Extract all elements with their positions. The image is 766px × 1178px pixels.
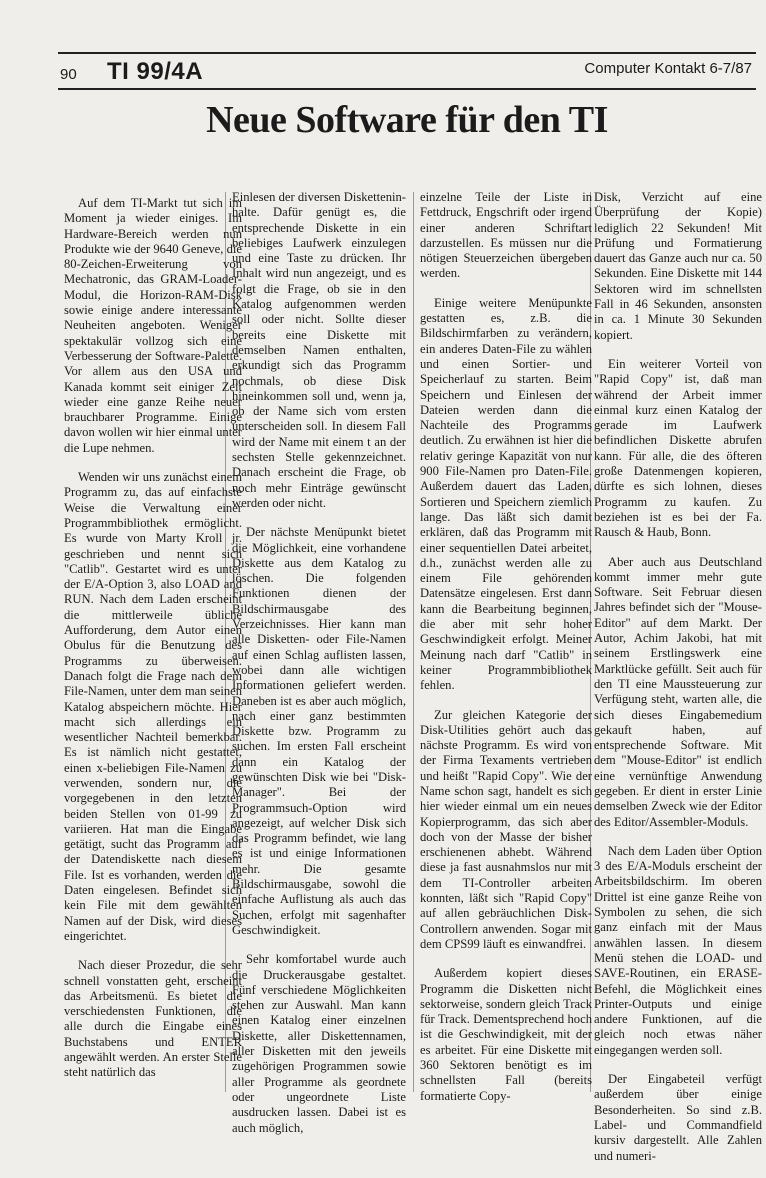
column-divider [413,192,414,1092]
page-number: 90 [60,66,77,83]
paragraph: Wenden wir uns zunächst einem Programm zu, das auf einfachste Weise die Verwaltung einer Programmbibliothek ermöglicht. Es wurde von Marty Kroll jr. geschrieben und nennt sich "Catlib". Gestartet wird es unter der E/A-Option 3, also LOAD and RUN. Nach dem Laden erscheint die mittlerweile übliche Aufforderung, dem Autor einen Obulus für die Benutzung des Programms zu überweisen. Danach folgt die Frage nach dem File-Namen, unter dem man seinen Katalog abspeichern möchte. Hier macht sich allerdings ein wesentlicher Nachteil bemerkbar. Es ist nämlich nicht gestattet, einen x-beliebigen File-Namen zu verwenden, sondern nur, die vorgegebenen in den letzten beiden Stellen von 01-99 zu variieren. Hat man die Eingabe getätigt, sucht das Programm auf der Datendiskette nach diesem File. Ist es vorhanden, werden die Daten eingelesen. Befindet sich kein File mit dem gewählten Namen auf der Disk, wird dieses eingerichtet. [64,470,242,943]
paragraph: Nach dem Laden über Option 3 des E/A-Moduls erscheint der Arbeitsbildschirm. Im oberen Drittel ist eine ganze Reihe von Symbolen zu sehen, die sich ganz einfach mit der Maus anwählen lassen. In diesem Menü stehen die LOAD- und SAVE-Routinen, ein ERASE-Befehl, die Möglichkeit eines Printer-Outputs und einige andere Funktionen, auf die gleich noch etwas näher eingegangen werden soll. [594,843,762,1057]
paragraph: Ein weiterer Vorteil von "Rapid Copy" ist, daß man während der Arbeit immer einmal kurz einen Katalog der gerade im Laufwerk befindlichen Diskette abrufen kann. Für alle, die des öfteren große Datenmengen kopieren, dürfte es sich lohnen, dieses Programm zu kaufen. Zu beziehen ist es bei der Fa. Rausch & Haub, Bonn. [594,356,762,540]
journal-issue: Computer Kontakt 6-7/87 [584,60,752,77]
paragraph: Einlesen der diversen Disketteninhalte. Dafür genügt es, die entsprechende Diskette in ein beliebiges Laufwerk einzulegen und eine Taste zu drücken. Ihr Inhalt wird nun angezeigt, und es folgt die Frage, ob sie in den Katalog aufgenommen werden soll oder nicht. Sollte dieser bereits eine Diskette mit demselben Namen enthalten, erkundigt sich das Programm nochmals, ob diese Disk hineinkommen soll und, wenn ja, ob der Name sich vom ersten unterscheiden soll. In diesem Fall wird der Name mit einem t an der sechsten Stelle gekennzeichnet. Danach erscheint die Frage, ob noch mehr Einträge gewünscht werden oder nicht. [232,190,406,510]
paragraph: Auf dem TI-Markt tut sich im Moment ja wieder einiges. Im Hardware-Bereich werden nun Produkte wie der 9640 Geneve, die 80-Zeichen-Erweiterung von Mechatronic, das GRAM-Loader-Modul, die Horizon-RAM-Disk sowie einige andere interessante Neuheiten angeboten. Weniger spektakulär vollzog sich eine Verbesserung der Software-Palette. Vor allem aus den USA und Kanada kommt seit einiger Zeit wieder eine ganze Reihe neuer brauchbarer Programme. Einige davon wollen wir hier einmal unter die Lupe nehmen. [64,196,242,455]
paragraph: Einige weitere Menüpunkte gestatten es, z.B. die Bildschirmfarben zu verändern, ein anderes Daten-File zu wählen und einen Sortier- und Speicherlauf zu starten. Beim Speichern und Einlesen der Dateien werden dann die Nachteile des Programms deutlich. Zu erwähnen ist hier die relativ geringe Kapazität von nur 900 File-Namen pro Daten-File. Außerdem dauert das Laden, Sortieren und Speichern ziemlich lange. Das läßt sich damit erklären, daß das Programm mit einer sequentiellen Datei arbeitet, d.h., zunächst werden alle zu einem File gehörenden Datensätze eingelesen. Erst dann kann die Bearbeitung beginnen, die aber mit sehr hoher Geschwindigkeit erfolgt. Meiner Meinung nach darf "Catlib" in keiner Programmbibliothek fehlen. [420,295,592,693]
paragraph: Aber auch aus Deutschland kommt immer mehr gute Software. Seit Februar diesen Jahres befindet sich der "Mouse-Editor" auf dem Markt. Der Autor, Achim Jakobi, hat mit seinem Erstlingswerk eine Marktlücke gefüllt. Seit auch für den TI eine Maussteuerung zur Verfügung steht, warten alle, die sich dieses Eingabemedium gekauft haben, auf entsprechende Software. Mit dem "Mouse-Editor" ist endlich eine vernünftige Anwendung gegeben. Er dient in erster Linie demselben Zweck wie der Editor des Editor/Assembler-Moduls. [594,554,762,829]
paragraph: Zur gleichen Kategorie der Disk-Utilities gehört auch das nächste Programm. Es wird von der Firma Texaments vertrieben und heißt "Rapid Copy". Wie der Name schon sagt, handelt es sich hier wieder einmal um ein neues Kopierprogramm, das sich aber doch von der Masse der bisher erschienenen abhebt. Während diese ja fast ausnahmslos nur mit dem TI-Controller arbeiten konnten, läßt sich "Rapid Copy" auf allen gebräuchlichen Disk-Controllern anwenden. Sogar mit dem CPS99 läuft es einwandfrei. [420,707,592,951]
article-column-2 [232,190,406,1150]
paragraph: Sehr komfortabel wurde auch die Druckerausgabe gestaltet. Fünf verschiedene Möglichkeiten stehen zur Auswahl. Man kann einen Katalog einer einzelnen Diskette, aller Diskettennamen, aller Disketten mit den jeweils zugehörigen Programmen sowie aller Programme als geordnete oder ungeordnete Liste ausdrucken lassen. Dabei ist es auch möglich, [232,952,406,1135]
article-column-4 [594,190,762,1178]
paragraph: Der Eingabeteil verfügt außerdem über einige Besonderheiten. So sind z.B. Label- und Commandfield kursiv dargestellt. Alle Zahlen und numeri- [594,1072,762,1163]
article-column-3 [420,190,592,1118]
section-title: TI 99/4A [107,58,204,85]
top-rule [58,52,756,54]
paragraph: Disk, Verzicht auf eine Überprüfung der Kopie) lediglich 22 Sekunden! Mit Prüfung und Formatierung dauert das Ganze auch nur ca. 50 Sekunden. Eine Diskette mit 144 Sektoren wird im schnellsten Fall in 46 Sekunden, ansonsten in ca. 1 Minute 30 Sekunden kopiert. [594,190,762,342]
paragraph: Außerdem kopiert dieses Programm die Disketten nicht sektorweise, sondern gleich Track für Track. Dementsprechend hoch ist die Geschwindigkeit, mit der es arbeitet. Für eine Diskette mit 360 Sektoren benötigt es im schnellsten Fall (bereits formatierte Copy- [420,966,592,1103]
article-title: Neue Software für den TI [206,99,608,141]
paragraph: Nach dieser Prozedur, die sehr schnell vonstatten geht, erscheint das Arbeitsmenü. Es bietet die verschiedensten Funktionen, die alle durch die Eingabe eines Buchstabens und ENTER angewählt werden. An erster Stelle steht natürlich das [64,958,242,1080]
header-rule [58,88,756,90]
article-column-1 [64,196,242,1095]
paragraph: Der nächste Menüpunkt bietet die Möglichkeit, eine vorhandene Diskette aus dem Katalog zu löschen. Die folgenden Funktionen dienen der Bildschirmausgabe des Verzeichnisses. Hier kann man alle Disketten- oder File-Namen auf einen Schlag auflisten lassen, wobei dann alle wichtigen Informationen geliefert werden. Daneben ist es aber auch möglich, nach einer ganz bestimmten Diskette bzw. Programm zu suchen. Im ersten Fall erscheint dann ein Katalog der gewünschten Disk wie bei "Disk-Manager". Bei der Programmsuch-Option wird angezeigt, auf welcher Disk sich das Programm befindet, wie lang es ist und einige Informationen mehr. Die gesamte Bildschirmausgabe, sowohl die einfache Auflistung als auch das Suchen, erfolgt mit sagenhafter Geschwindigkeit. [232,525,406,937]
paragraph: einzelne Teile der Liste in Fettdruck, Engschrift oder irgend einer anderen Schriftart darzustellen. Es müssen nur die nötigen Steuerzeichen übergeben werden. [420,190,592,281]
